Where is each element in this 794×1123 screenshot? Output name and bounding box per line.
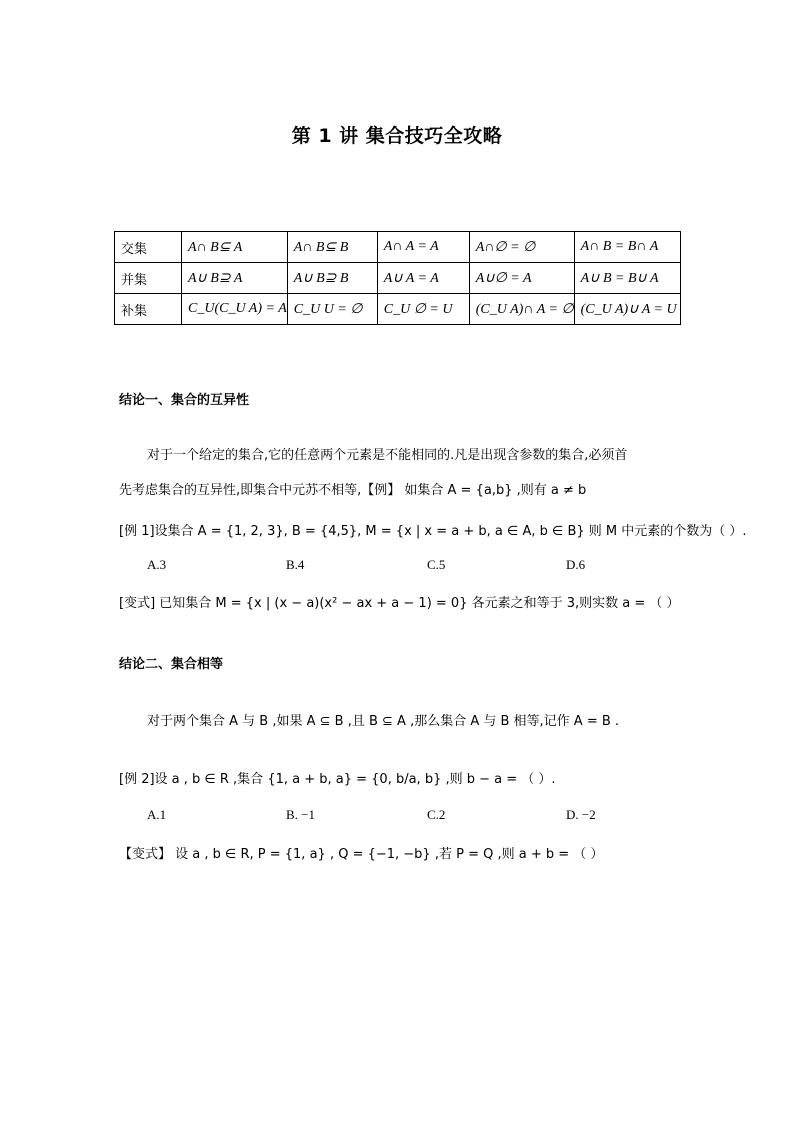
cell-formula: (C_U A)∩ A = ∅ xyxy=(475,301,574,317)
section1-heading: 结论一、集合的互异性 xyxy=(119,393,250,408)
table-cell xyxy=(574,232,680,263)
section1-para-line2: 先考虑集合的互异性,即集合中元苏不相等,【例】 如集合 A = {a,b} ,则有 a ≠ b xyxy=(119,483,587,498)
cell-formula: C_U U = ∅ xyxy=(293,301,363,317)
table-cell xyxy=(469,263,574,294)
example1-option-c: C.5 xyxy=(427,557,446,572)
table-row xyxy=(115,232,681,263)
table-cell xyxy=(469,294,574,325)
table-cell xyxy=(287,294,377,325)
table-row xyxy=(115,294,681,325)
cell-formula: A∩ B⊆ A xyxy=(188,239,243,255)
cell-formula: (C_U A)∪ A = U xyxy=(580,301,677,317)
example1: [例 1]设集合 A = {1, 2, 3}, B = {4,5}, M = {x | x = a + b, a ∈ A, b ∈ B} 则 M 中元素的个数为（ ）. xyxy=(119,524,747,539)
example2-option-d: D. −2 xyxy=(566,807,596,822)
table-cell xyxy=(377,263,469,294)
table-cell xyxy=(182,263,288,294)
cell-formula: C_U(C_U A) = A xyxy=(188,301,287,316)
row-label: 交集 xyxy=(115,232,182,263)
variant2: 【变式】 设 a , b ∈ R, P = {1, a} , Q = {−1, −b} ,若 P = Q ,则 a + b = （ ） xyxy=(119,847,604,862)
section1-para-line1: 对于一个给定的集合,它的任意两个元素是不能相同的.凡是出现含参数的集合,必须首 xyxy=(147,448,628,463)
table-cell xyxy=(377,232,469,263)
row-label: 并集 xyxy=(115,263,182,294)
example1-option-d: D.6 xyxy=(566,557,586,572)
table-cell xyxy=(377,294,469,325)
example2-option-c: C.2 xyxy=(427,807,446,822)
table-cell xyxy=(574,294,680,325)
table-cell xyxy=(287,232,377,263)
cell-formula: A∪ A = A xyxy=(383,270,439,286)
table-row xyxy=(115,263,681,294)
example2: [例 2]设 a , b ∈ R ,集合 {1, a + b, a} = {0, b/a, b} ,则 b − a = （ ）. xyxy=(119,772,556,787)
table-cell xyxy=(287,263,377,294)
table-cell xyxy=(469,232,574,263)
page-title: 第 1 讲 集合技巧全攻略 xyxy=(291,125,503,147)
cell-formula: A∩∅ = ∅ xyxy=(475,239,536,255)
variant1: [变式] 已知集合 M = {x | (x − a)(x² − ax + a − 1) = 0} 各元素之和等于 3,则实数 a = （ ） xyxy=(119,596,680,611)
table-cell xyxy=(182,294,288,325)
cell-formula: A∩ B = B∩ A xyxy=(580,239,659,254)
cell-formula: A∪ B = B∪ A xyxy=(580,270,659,286)
example1-option-b: B.4 xyxy=(286,557,305,572)
cell-formula: A∩ A = A xyxy=(383,239,439,254)
table-cell xyxy=(574,263,680,294)
section2-para: 对于两个集合 A 与 B ,如果 A ⊆ B ,且 B ⊆ A ,那么集合 A 与 B 相等,记作 A = B . xyxy=(147,714,620,729)
cell-formula: A∩ B⊆ B xyxy=(293,239,349,255)
cell-formula: A∪∅ = A xyxy=(475,270,532,286)
table-cell xyxy=(182,232,288,263)
cell-formula: C_U ∅ = U xyxy=(383,301,453,317)
example1-option-a: A.3 xyxy=(147,557,167,572)
example2-option-a: A.1 xyxy=(147,807,167,822)
cell-formula: A∪ B⊇ A xyxy=(188,270,243,286)
section2-heading: 结论二、集合相等 xyxy=(119,657,224,672)
row-label: 补集 xyxy=(115,294,182,325)
set-operations-table xyxy=(114,231,681,325)
cell-formula: A∪ B⊇ B xyxy=(293,270,349,286)
example2-option-b: B. −1 xyxy=(286,807,316,822)
